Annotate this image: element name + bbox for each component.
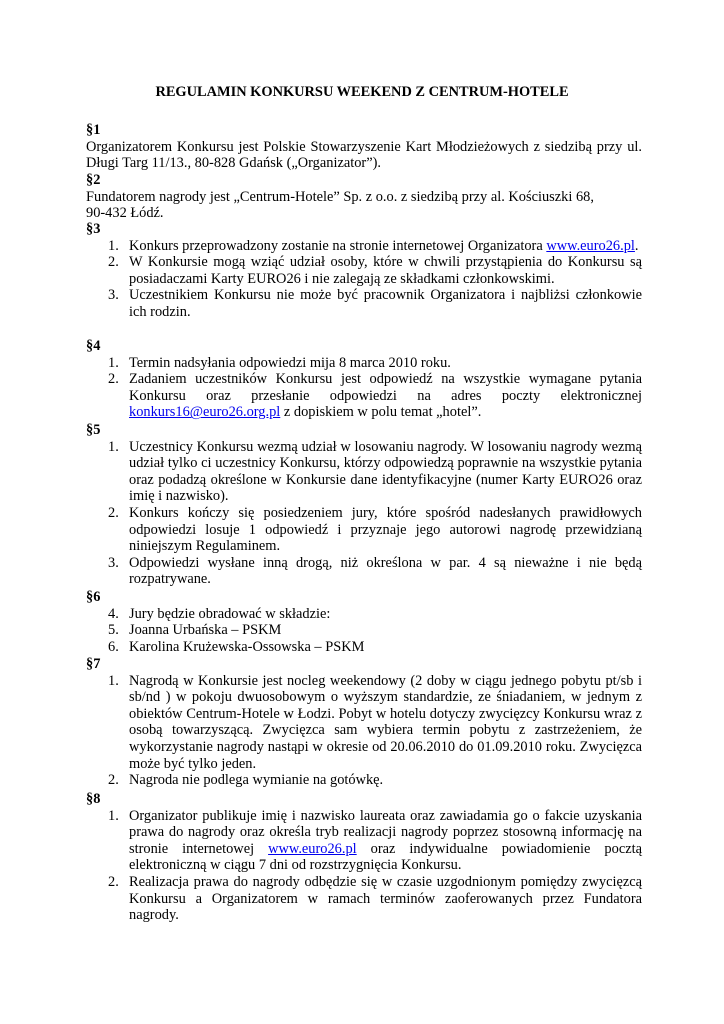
list-item [86,555,642,588]
item-number: 2. [108,504,119,521]
section-heading: §1 [86,122,101,138]
section-list [86,673,642,789]
euro26-link[interactable]: www.euro26.pl [268,840,357,857]
item-text: Joanna Urbańska – PSKM [129,622,282,639]
item-number: 2. [108,371,119,388]
item-text: Nagrodą w Konkursie jest nocleg weekendowy (2 doby w ciągu jednego pobytu pt/sb i sb/nd ) w pokoju dwuosobowym o wyższym standardzie, ze śniadaniem, w jednym z obiektów Centrum-Hotele w Łodzi. Pobyt w hotelu dotyczy zwycięzcy Konkursu wraz z osobą towarzyszącą. Zwycięzca sam wybiera termin pobytu z zastrzeżeniem, że wykorzystanie nagrody nastąpi w okresie od 20.06.2010 do 01.09.2010 roku. Zwycięzca może być tylko jeden. [129,672,642,772]
list-item [86,371,642,421]
section-1 [86,122,642,172]
item-number: 5. [108,622,119,639]
section-8 [86,791,642,924]
list-item [86,505,642,555]
list-item [86,254,642,287]
section-list [86,606,642,656]
item-text: Konkurs kończy się posiedzeniem jury, które spośród nadesłanych prawidłowych odpowiedzi losuje 1 odpowiedź i przyznaje jego autorowi nagrodę przewidzianą niniejszym Regulaminem. [129,504,642,555]
list-item [86,673,642,773]
section-list [86,808,642,924]
item-number: 1. [108,807,119,824]
item-text-after: oraz indywidualne powiadomienie pocztą elektroniczną w ciągu 7 dni od rozstrzygnięcia Konkursu. [129,840,642,874]
item-number: 1. [108,438,119,455]
item-number: 3. [108,287,119,304]
section-heading: §5 [86,422,101,438]
item-text: Termin nadsyłania odpowiedzi mija 8 marca 2010 roku. [129,354,451,371]
list-item [86,639,642,656]
list-item [86,622,642,639]
item-text: Organizator publikuje imię i nazwisko laureata oraz zawiadamia go o fakcie uzyskania prawa do nagrody oraz określa tryb realizacji nagrody poprzez stosowną informację na stronie internetowej [129,807,642,857]
section-5 [86,422,642,588]
list-item [86,606,642,623]
list-item [86,874,642,924]
section-list [86,439,642,588]
item-text: Nagroda nie podlega wymianie na gotówkę. [129,772,384,789]
section-2 [86,172,642,222]
list-item [86,772,642,789]
item-text: Uczestnicy Konkursu wezmą udział w losowaniu nagrody. W losowaniu nagrody wezmą udział tylko ci uczestnicy Konkursu, którzy odpowiedzą poprawnie na wszystkie pytania oraz podadzą określone w Konkursie dane identyfikacyjne (numer Karty EURO26 oraz imię i nazwisko). [129,438,642,505]
section-3 [86,221,642,321]
item-text: Realizacja prawa do nagrody odbędzie się w czasie uzgodnionym pomiędzy zwycięzcą Konkursu a Organizatorem w ramach terminów zaoferowanych przez Fundatora nagrody. [129,873,642,924]
list-item [86,439,642,505]
item-text-after: z dopiskiem w polu temat „hotel”. [280,404,482,421]
section-heading: §8 [86,791,101,807]
section-4 [86,338,642,421]
euro26-link[interactable]: www.euro26.pl [546,237,635,254]
section-heading: §3 [86,221,101,237]
item-number: 2. [108,254,119,271]
item-text: Odpowiedzi wysłane inną drogą, niż określona w par. 4 są nieważne i nie będą rozpatrywane. [129,554,642,588]
section-text-line: 90-432 Łódź. [86,205,164,222]
list-item [86,355,642,372]
item-number: 1. [108,354,119,371]
list-item [86,808,642,874]
section-heading: §2 [86,172,101,188]
section-text: Organizatorem Konkursu jest Polskie Stowarzyszenie Kart Młodzieżowych z siedzibą przy ul. Długi Targ 11/13., 80-828 Gdańsk („Organizator”). [86,138,642,172]
section-text-line: Fundatorem nagrody jest „Centrum-Hotele” Sp. z o.o. z siedzibą przy al. Kościuszki 68, [86,188,594,205]
item-number: 1. [108,237,119,254]
list-item [86,287,642,320]
section-heading: §7 [86,656,101,672]
section-heading: §6 [86,589,101,605]
section-heading: §4 [86,338,101,354]
item-text: Konkurs przeprowadzony zostanie na stronie internetowej Organizatora [129,237,543,254]
item-text: W Konkursie mogą wziąć udział osoby, które w chwili przystąpienia do Konkursu są posiadaczami Karty EURO26 i nie zalegają ze składkami członkowskimi. [129,254,642,287]
list-item [86,238,642,255]
item-text: Karolina Krużewska-Ossowska – PSKM [129,638,365,655]
email-link[interactable]: konkurs16@euro26.org.pl [129,404,281,421]
item-number: 4. [108,605,119,622]
item-number: 3. [108,554,119,571]
item-text: Uczestnikiem Konkursu nie może być pracownik Organizatora i najbliżsi członkowie ich rodzin. [129,287,642,320]
section-list [86,355,642,421]
item-text-after: . [634,237,639,254]
section-7 [86,656,642,789]
document-title: REGULAMIN KONKURSU WEEKEND Z CENTRUM-HOTELE [155,84,569,100]
item-number: 1. [108,672,119,689]
item-text: Jury będzie obradować w składzie: [129,605,331,622]
section-list [86,238,642,321]
item-number: 6. [108,638,119,655]
item-number: 2. [108,772,119,789]
item-text: Zadaniem uczestników Konkursu jest odpowiedź na wszystkie wymagane pytania Konkursu oraz przesłanie odpowiedzi na adres poczty elektronicznej [129,371,642,404]
item-number: 2. [108,873,119,890]
section-6 [86,589,642,655]
